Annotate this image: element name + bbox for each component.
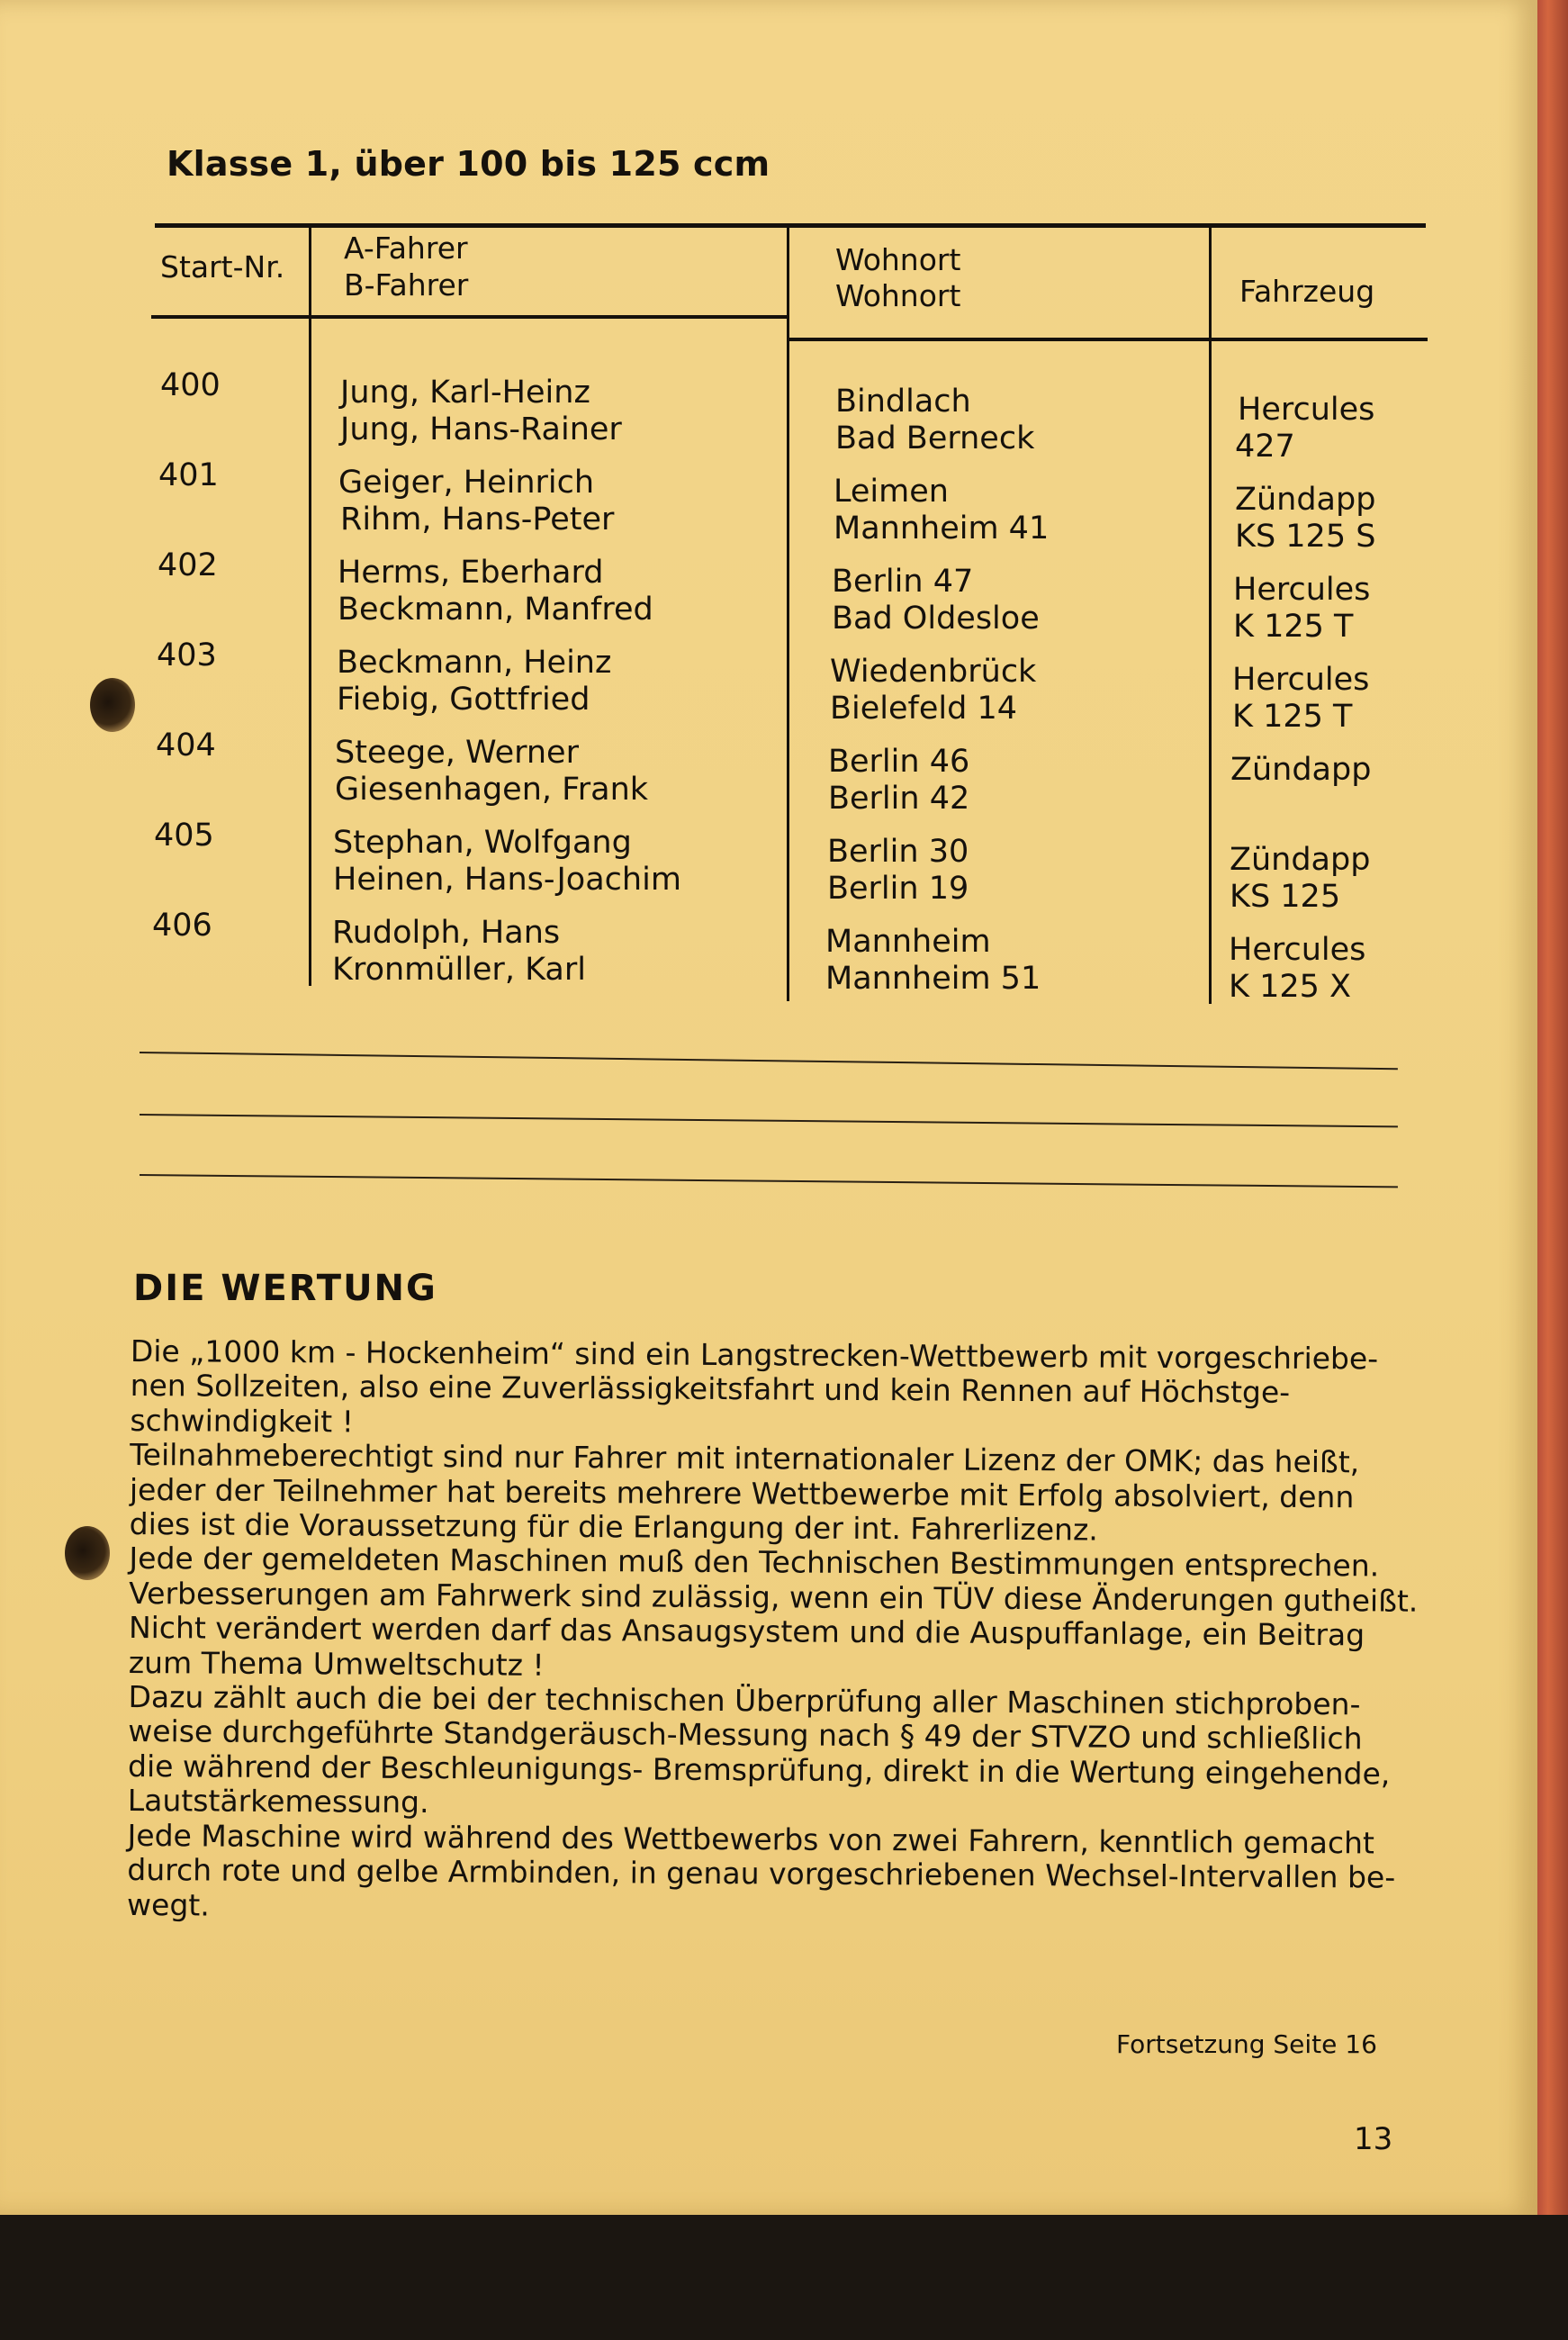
- body-line: Jede der gemeldeten Maschinen muß den Technischen Bestimmungen entsprechen.: [129, 1540, 1380, 1584]
- row-403-driver-b: Fiebig, Gottfried: [337, 682, 590, 718]
- punch-hole-bottom: [65, 1526, 110, 1580]
- body-line: Nicht verändert werden darf das Ansaugsystem und die Auspuffanlage, ein Beitrag: [128, 1610, 1365, 1653]
- row-403-start-nr: 403: [157, 637, 217, 673]
- body-line: weise durchgeführte Standgeräusch-Messung nach § 49 der STVZO und schließlich: [128, 1713, 1363, 1757]
- body-line: schwindigkeit !: [130, 1402, 354, 1440]
- row-401-town-b: Mannheim 41: [834, 510, 1050, 547]
- row-406-driver-b: Kronmüller, Karl: [332, 952, 586, 988]
- row-406-vehicle-make: Hercules: [1229, 932, 1366, 968]
- row-404-driver-b: Giesenhagen, Frank: [335, 772, 649, 808]
- row-400-town-b: Bad Berneck: [835, 420, 1035, 456]
- row-400-town-a: Bindlach: [835, 384, 971, 420]
- section-heading: DIE WERTUNG: [133, 1268, 437, 1309]
- row-404-start-nr: 404: [156, 727, 216, 763]
- row-406-start-nr: 406: [152, 908, 212, 944]
- row-402-driver-a: Herms, Eberhard: [338, 555, 604, 591]
- header-b-driver: B-Fahrer: [344, 267, 469, 303]
- header-start-nr: Start-Nr.: [160, 249, 285, 285]
- row-402-vehicle-make: Hercules: [1233, 572, 1371, 608]
- row-402-vehicle-model: K 125 T: [1233, 609, 1354, 645]
- blank-entry-line: [140, 1114, 1398, 1127]
- row-403-town-b: Bielefeld 14: [830, 691, 1017, 727]
- row-400-driver-a: Jung, Karl-Heinz: [340, 375, 590, 411]
- row-405-town-a: Berlin 30: [827, 834, 969, 870]
- row-402-driver-b: Beckmann, Manfred: [338, 592, 653, 628]
- body-line: wegt.: [127, 1886, 210, 1923]
- row-403-vehicle-model: K 125 T: [1232, 699, 1353, 735]
- row-405-vehicle-model: KS 125: [1230, 879, 1341, 915]
- row-404-town-a: Berlin 46: [828, 744, 970, 780]
- row-401-driver-b: Rihm, Hans-Peter: [340, 501, 615, 538]
- body-line: Lautstärkemessung.: [127, 1783, 429, 1821]
- body-line: Die „1000 km - Hockenheim“ sind ein Langstrecken-Wettbewerb mit vorgeschriebe-: [130, 1333, 1379, 1377]
- header-town-b: Wohnort: [835, 278, 961, 313]
- table-rule-top: [155, 223, 1426, 228]
- row-403-driver-a: Beckmann, Heinz: [337, 645, 612, 681]
- table-divider-1: [309, 225, 311, 986]
- body-line: Jede Maschine wird während des Wettbewerbs von zwei Fahrern, kenntlich gemacht: [127, 1817, 1375, 1861]
- row-400-driver-b: Jung, Hans-Rainer: [340, 411, 622, 447]
- scan-background: [0, 2215, 1568, 2340]
- row-400-start-nr: 400: [160, 367, 221, 403]
- row-402-town-a: Berlin 47: [832, 564, 974, 600]
- row-405-driver-b: Heinen, Hans-Joachim: [333, 862, 681, 898]
- row-402-town-b: Bad Oldesloe: [832, 601, 1040, 637]
- row-401-driver-a: Geiger, Heinrich: [338, 465, 595, 501]
- body-line: durch rote und gelbe Armbinden, in genau vorgeschriebenen Wechsel-Intervallen be-: [127, 1852, 1396, 1895]
- table-rule-header-left: [151, 315, 787, 319]
- header-vehicle: Fahrzeug: [1239, 274, 1375, 309]
- header-a-driver: A-Fahrer: [344, 230, 468, 266]
- row-401-vehicle-model: KS 125 S: [1235, 519, 1376, 555]
- table-title: Klasse 1, über 100 bis 125 ccm: [167, 144, 770, 184]
- row-405-town-b: Berlin 19: [827, 871, 969, 907]
- row-404-town-b: Berlin 42: [828, 781, 970, 817]
- row-401-start-nr: 401: [158, 457, 219, 493]
- header-town-a: Wohnort: [835, 242, 961, 277]
- body-line: die während der Beschleunigungs- Bremsprüfung, direkt in die Wertung eingehende,: [127, 1748, 1391, 1792]
- row-406-town-a: Mannheim: [825, 924, 991, 960]
- body-line: dies ist die Voraussetzung für die Erlangung der int. Fahrerlizenz.: [129, 1506, 1098, 1548]
- row-401-vehicle-make: Zündapp: [1235, 482, 1376, 518]
- row-403-town-a: Wiedenbrück: [830, 654, 1037, 690]
- body-line: Verbesserungen am Fahrwerk sind zulässig, wenn ein TÜV diese Änderungen gutheißt.: [129, 1575, 1419, 1619]
- row-405-driver-a: Stephan, Wolfgang: [333, 825, 632, 861]
- blank-entry-line: [140, 1052, 1398, 1070]
- row-404-driver-a: Steege, Werner: [335, 735, 579, 771]
- row-405-vehicle-make: Zündapp: [1230, 842, 1371, 878]
- body-line: Dazu zählt auch die bei der technischen Überprüfung aller Maschinen stichproben-: [128, 1679, 1361, 1722]
- row-400-vehicle-make: Hercules: [1238, 392, 1375, 428]
- row-406-driver-a: Rudolph, Hans: [332, 915, 561, 951]
- row-406-town-b: Mannheim 51: [825, 961, 1041, 997]
- booklet-cover-edge: [1537, 0, 1568, 2215]
- body-line: Teilnahmeberechtigt sind nur Fahrer mit internationaler Lizenz der OMK; das heißt,: [130, 1437, 1360, 1480]
- row-404-vehicle-make: Zündapp: [1230, 752, 1372, 788]
- table-divider-3: [1209, 225, 1212, 1004]
- blank-entry-line: [140, 1174, 1398, 1188]
- section-body: [127, 1333, 1419, 1930]
- page-number: 13: [1354, 2121, 1393, 2157]
- punch-hole-top: [90, 678, 135, 732]
- table-rule-header-right: [787, 338, 1428, 341]
- body-line: nen Sollzeiten, also eine Zuverlässigkeitsfahrt und kein Rennen auf Höchstge-: [130, 1368, 1291, 1411]
- row-401-town-a: Leimen: [834, 474, 949, 510]
- body-line: zum Thema Umweltschutz !: [128, 1644, 545, 1683]
- row-403-vehicle-make: Hercules: [1232, 662, 1370, 698]
- table-divider-2: [787, 225, 789, 1001]
- row-405-start-nr: 405: [154, 818, 214, 854]
- continuation-note: Fortsetzung Seite 16: [1116, 2029, 1377, 2059]
- row-402-start-nr: 402: [158, 547, 218, 583]
- row-400-vehicle-model: 427: [1235, 429, 1295, 465]
- body-line: jeder der Teilnehmer hat bereits mehrere Wettbewerbe mit Erfolg absolviert, denn: [129, 1471, 1355, 1514]
- row-406-vehicle-model: K 125 X: [1229, 969, 1351, 1005]
